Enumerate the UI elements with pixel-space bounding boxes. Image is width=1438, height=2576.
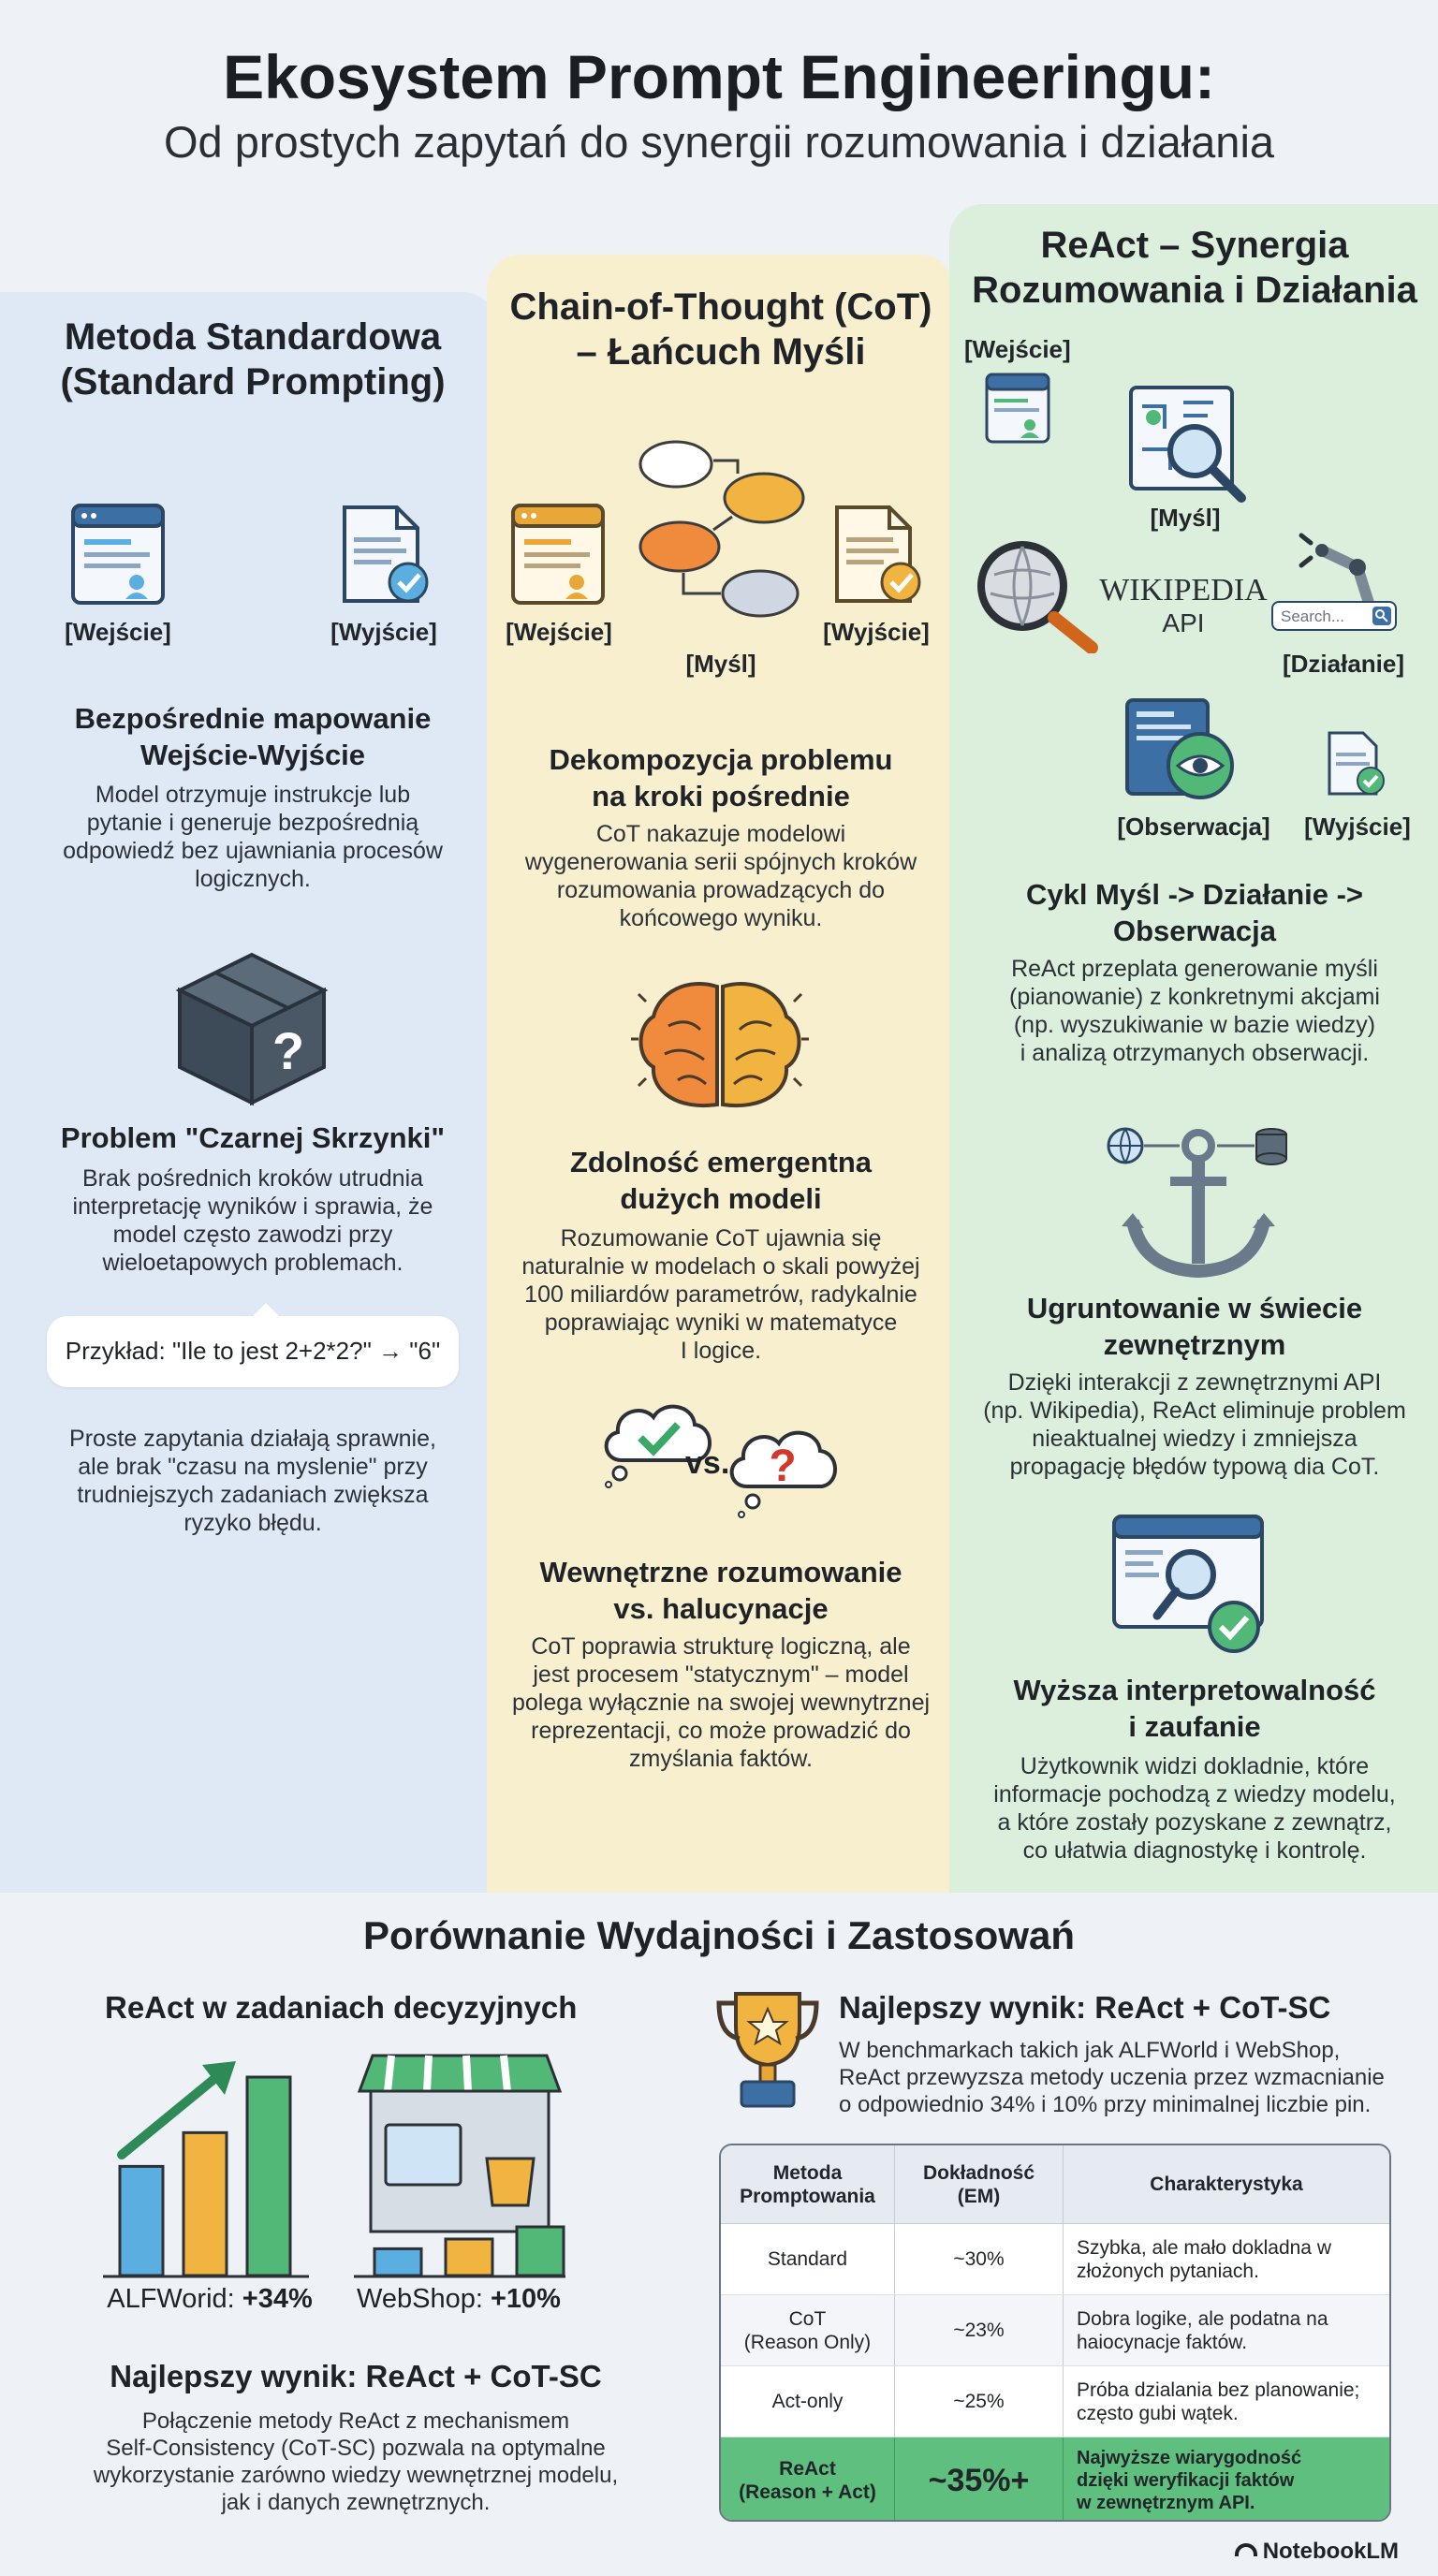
anchor-grounding-icon xyxy=(1105,1123,1292,1282)
cot-s3-body: CoT poprawia strukturę logiczną, ale jest procesem "statycznym" – model polega wyłącznie na swojej wewnytrznej reprezentacji, co może prowadzić do zmyślania faktów. xyxy=(511,1633,931,1772)
bar-2 xyxy=(183,2132,227,2276)
table-cell: Szybka, ale mało dokladna w złożonych pytaniach. xyxy=(1077,2236,1331,2282)
right-best-heading: Najlepszy wynik: ReAct + CoT-SC xyxy=(839,1990,1331,2025)
cot-s1-title: Dekompozycja problemu na kroki pośrednie xyxy=(549,743,893,812)
question-cloud-icon xyxy=(725,1417,843,1520)
cot-s2-title: Zdolność emergentna dużych modeli xyxy=(569,1146,873,1215)
cot-output-document-check-icon xyxy=(831,504,925,607)
react-s2-body: Dzięki interakcji z zewnętrznymi API (np. Wikipedia), ReAct eliminuje problem nieaktualnej wiedzy i zmniejsza propagację błędów typową dia CoT. xyxy=(983,1369,1406,1480)
react-input-window-icon xyxy=(985,373,1050,444)
table-header-cell: Metoda Promptowania xyxy=(721,2145,895,2223)
alfworld-value: +34% xyxy=(242,2284,313,2314)
webshop-label: WebShop: xyxy=(357,2284,483,2314)
standard-s2-title: Problem "Czarnej Skrzynki" xyxy=(60,1121,446,1154)
cot-output-label: [Wyjście] xyxy=(823,618,930,646)
table-cell: Dobra logike, ale podatna na haiocynacje faktów. xyxy=(1077,2307,1328,2353)
bar-1 xyxy=(374,2248,421,2276)
output-document-check-icon xyxy=(339,504,433,607)
alfworld-caption xyxy=(97,2284,322,2315)
table-cell: Act-only xyxy=(721,2366,895,2437)
thought-search-icon xyxy=(1127,384,1249,505)
alfworld-bar-chart xyxy=(103,2042,309,2278)
cot-s1-body: CoT nakazuje modelowi wygenerowania serii spójnych kroków rozumowania prowadzących do końcowego wyniku. xyxy=(524,821,917,931)
table-row xyxy=(721,2224,1389,2295)
table-cell: CoT (Reason Only) xyxy=(721,2295,895,2365)
table-cell: Standard xyxy=(721,2224,895,2294)
react-observation-label: [Obserwacja] xyxy=(1117,812,1270,841)
black-box-icon xyxy=(174,949,330,1108)
table-cell: Najwyższe wiarygodność dzięki weryfikacji faktów w zewnętrznym API. xyxy=(1077,2448,1302,2513)
table-cell: ReAct (Reason + Act) xyxy=(721,2437,895,2522)
webshop-bar-chart xyxy=(354,2048,565,2278)
standard-s2-body: Brak pośrednich kroków utrudnia interpretację wyników i sprawia, że model często zawodzi przy wieloetapowych problemach. xyxy=(72,1165,433,1276)
react-s3-title: Wyższa interpretowalność i zaufanie xyxy=(1013,1674,1376,1743)
cot-input-window-icon xyxy=(511,504,605,607)
cot-s2-body: Rozumowanie CoT ujawnia się naturalnie w modelach o skali powyżej 100 miliardów parametrów, radykalnie poprawiając wyniki w matematyce I logice. xyxy=(521,1225,920,1364)
table-cell: Próba dzialania bez planowanie; często gubi wątek. xyxy=(1077,2378,1360,2424)
react-s3-body: Użytkownik widzi dokladnie, które informacje pochodzą z wiedzy modelu, a które zostały pozyskane z zewnątrz, co ułatwia diagnostykę i kontrolę. xyxy=(993,1753,1396,1864)
page-title: Ekosystem Prompt Engineeringu: xyxy=(223,42,1215,111)
vs-label: vs. xyxy=(685,1445,730,1481)
observation-eye-icon xyxy=(1125,698,1238,803)
bar-1 xyxy=(120,2166,163,2276)
thought-clouds-icon xyxy=(633,432,811,629)
wikipedia-globe-magnifier-icon xyxy=(974,537,1101,653)
notebooklm-brand: NotebookLM xyxy=(1235,2539,1399,2565)
react-s1-body: ReAct przeplata generowanie myśli (pianowanie) z konkretnymi akcjami (np. wyszukiwanie w bazie wiedzy) i analizą otrzymanych obserwacji. xyxy=(1009,956,1380,1066)
cot-thought-label: [Myśl] xyxy=(685,650,756,678)
cot-s3-title: Wewnętrzne rozumowanie vs. halucynacje xyxy=(539,1556,902,1625)
react-heading: ReAct – Synergia Rozumowania i Działania xyxy=(972,225,1417,311)
left-best-heading: Najlepszy wynik: ReAct + CoT-SC xyxy=(110,2359,602,2393)
standard-s1-title: Bezpośrednie mapowanie Wejście-Wyjście xyxy=(74,702,432,771)
search-placeholder: Search... xyxy=(1281,607,1345,625)
bar-3 xyxy=(517,2227,564,2276)
example-bubble: Przykład: "Ile to jest 2+2*2?" → "6" xyxy=(47,1316,459,1387)
input-window-icon xyxy=(71,504,165,607)
standard-output-label: [Wyjście] xyxy=(330,618,437,646)
svg-text:?: ? xyxy=(271,1021,305,1080)
react-output-document-check-icon xyxy=(1326,730,1387,798)
comparison-title: Porównanie Wydajności i Zastosowań xyxy=(362,1913,1076,1957)
table-cell: ~25% xyxy=(895,2366,1064,2437)
table-header-row xyxy=(721,2145,1389,2224)
interpretability-search-check-icon xyxy=(1110,1513,1266,1662)
react-s1-title: Cykl Myśl -> Działanie -> Obserwacja xyxy=(1025,878,1364,947)
react-s2-title: Ugruntowanie w świecie zewnętrznym xyxy=(1026,1292,1363,1361)
bar-3 xyxy=(247,2077,290,2276)
wikipedia-logo-text: WIKIPEDIA xyxy=(1099,573,1268,607)
table-cell-best-accuracy: ~35%+ xyxy=(895,2437,1064,2522)
webshop-value: +10% xyxy=(490,2284,561,2314)
right-best-body: W benchmarkach takich jak ALFWorld i WebShop, ReAct przewyzsza metody uczenia przez wzmacnianie o odpowiednio 34% i 10% przy minimalnej liczbie pin. xyxy=(839,2038,1385,2117)
table-cell: ~30% xyxy=(895,2224,1064,2294)
react-input-label: [Wejście] xyxy=(964,335,1071,363)
svg-text:?: ? xyxy=(769,1442,797,1491)
table-row xyxy=(721,2295,1389,2366)
table-header-cell: Charakterystyka xyxy=(1150,2174,1303,2195)
page-subtitle: Od prostych zapytań do synergii rozumowania i działania xyxy=(163,117,1275,167)
table-cell: ~23% xyxy=(895,2295,1064,2365)
standard-s3-body: Proste zapytania działają sprawnie, ale brak "czasu na myslenie" przy trudniejszych zadaniach zwiększa ryzyko błędu. xyxy=(69,1426,436,1536)
search-icon xyxy=(1372,607,1391,625)
shopping-bag-icon xyxy=(487,2159,534,2205)
standard-input-label: [Wejście] xyxy=(65,618,171,646)
cot-input-label: [Wejście] xyxy=(506,618,612,646)
table-row xyxy=(721,2366,1389,2437)
standard-s1-body: Model otrzymuje instrukcje lub pytanie i generuje bezpośrednią odpowiedź bez ujawniania procesów logicznych. xyxy=(63,782,443,892)
table-row-highlight xyxy=(721,2437,1389,2522)
search-box[interactable] xyxy=(1271,601,1397,631)
standard-heading: Metoda Standardowa (Standard Prompting) xyxy=(60,316,446,402)
brain-icon xyxy=(631,973,809,1123)
store-window-icon xyxy=(386,2125,461,2185)
trophy-icon xyxy=(713,1988,822,2112)
chart-heading: ReAct w zadaniach decyzyjnych xyxy=(105,1990,578,2025)
react-thought-label: [Myśl] xyxy=(1150,504,1221,532)
alfworld-label: ALFWorid: xyxy=(107,2284,235,2314)
table-header-cell: Dokładność (EM) xyxy=(895,2145,1064,2223)
left-best-body: Połączenie metody ReAct z mechanismem Self-Consistency (CoT-SC) pozwala na optymalne wykorzystanie zarówno wiedzy wewnętrznej modelu, jak i danych zewnętrznych. xyxy=(93,2408,619,2515)
bar-2 xyxy=(446,2239,492,2276)
cot-heading: Chain-of-Thought (CoT) – Łańcuch Myśli xyxy=(509,286,932,373)
webshop-caption xyxy=(346,2284,571,2315)
react-output-label: [Wyjście] xyxy=(1304,812,1411,841)
notebooklm-logo-icon xyxy=(1235,2543,1257,2556)
performance-table xyxy=(719,2144,1391,2522)
react-action-label: [Działanie] xyxy=(1282,650,1405,678)
wikipedia-api-text: API xyxy=(1162,608,1205,637)
